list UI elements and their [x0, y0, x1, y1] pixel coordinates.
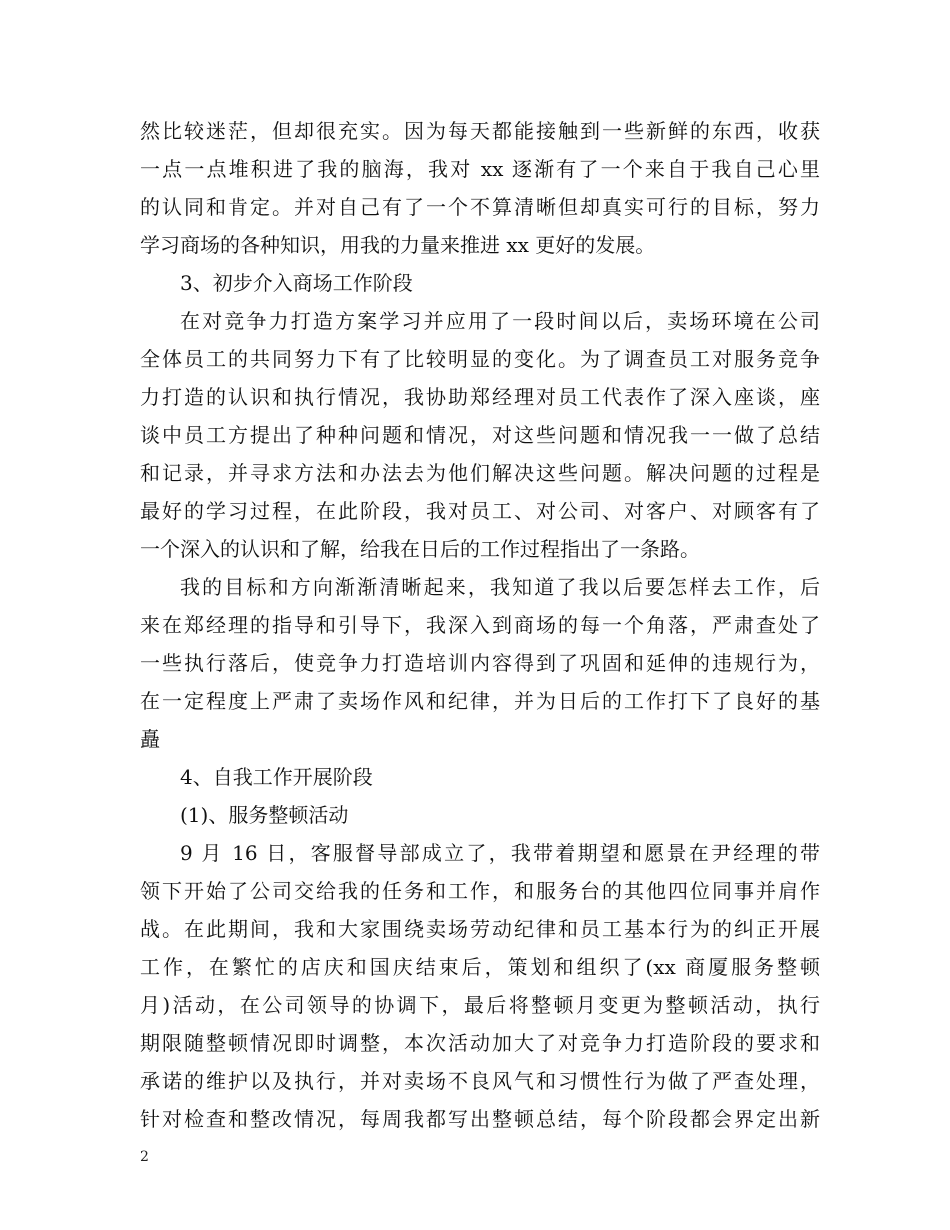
text-line: 一点一点堆积进了我的脑海，我对 xx 逐渐有了一个来自于我自己心里	[140, 157, 820, 181]
text-line: 然比较迷茫，但却很充实。因为每天都能接触到一些新鲜的东西，收获	[140, 119, 820, 143]
text-line: 针对检查和整改情况，每周我都写出整顿总结，每个阶段都会界定出新	[140, 1107, 820, 1131]
text-line: 来在郑经理的指导和引导下，我深入到商场的每一个角落，严肃查处了	[140, 613, 820, 637]
text-line: 一些执行落后，使竞争力打造培训内容得到了巩固和延伸的违规行为，	[140, 651, 820, 675]
page-number: 2	[140, 1149, 149, 1165]
text-line: 月)活动，在公司领导的协调下，最后将整顿月变更为整顿活动，执行	[140, 993, 820, 1017]
text-line: 4、自我工作开展阶段	[180, 765, 373, 789]
text-line: (1)、服务整顿活动	[180, 803, 349, 827]
text-line: 在一定程度上严肃了卖场作风和纪律，并为日后的工作打下了良好的基	[140, 689, 820, 713]
text-line: 战。在此期间，我和大家围绕卖场劳动纪律和员工基本行为的纠正开展	[140, 917, 820, 941]
text-line: 力打造的认识和执行情况，我协助郑经理对员工代表作了深入座谈，座	[140, 385, 820, 409]
text-line: 期限随整顿情况即时调整，本次活动加大了对竞争力打造阶段的要求和	[140, 1031, 820, 1055]
document-body	[140, 112, 820, 1138]
text-line: 在对竞争力打造方案学习并应用了一段时间以后，卖场环境在公司	[180, 309, 820, 333]
text-line: 承诺的维护以及执行，并对卖场不良风气和习惯性行为做了严查处理，	[140, 1069, 820, 1093]
text-line: 的认同和肯定。并对自己有了一个不算清晰但却真实可行的目标，努力	[140, 195, 820, 219]
text-line: 和记录，并寻求方法和办法去为他们解决这些问题。解决问题的过程是	[140, 461, 820, 485]
text-line: 最好的学习过程，在此阶段，我对员工、对公司、对客户、对顾客有了	[140, 499, 820, 523]
text-line: 领下开始了公司交给我的任务和工作，和服务台的其他四位同事并肩作	[140, 879, 820, 903]
text-line: 全体员工的共同努力下有了比较明显的变化。为了调查员工对服务竞争	[140, 347, 820, 371]
text-line: 一个深入的认识和了解，给我在日后的工作过程指出了一条路。	[140, 537, 700, 561]
text-line: 3、初步介入商场工作阶段	[180, 271, 413, 295]
text-line: 学习商场的各种知识，用我的力量来推进 xx 更好的发展。	[140, 233, 656, 257]
text-line: 工作，在繁忙的店庆和国庆结束后，策划和组织了(xx 商厦服务整顿	[140, 955, 820, 979]
text-line: 9 月 16 日，客服督导部成立了，我带着期望和愿景在尹经理的带	[180, 841, 820, 865]
text-line: 我的目标和方向渐渐清晰起来，我知道了我以后要怎样去工作，后	[180, 575, 820, 599]
text-line: 谈中员工方提出了种种问题和情况，对这些问题和情况我一一做了总结	[140, 423, 820, 447]
text-line: 矗	[140, 727, 160, 751]
